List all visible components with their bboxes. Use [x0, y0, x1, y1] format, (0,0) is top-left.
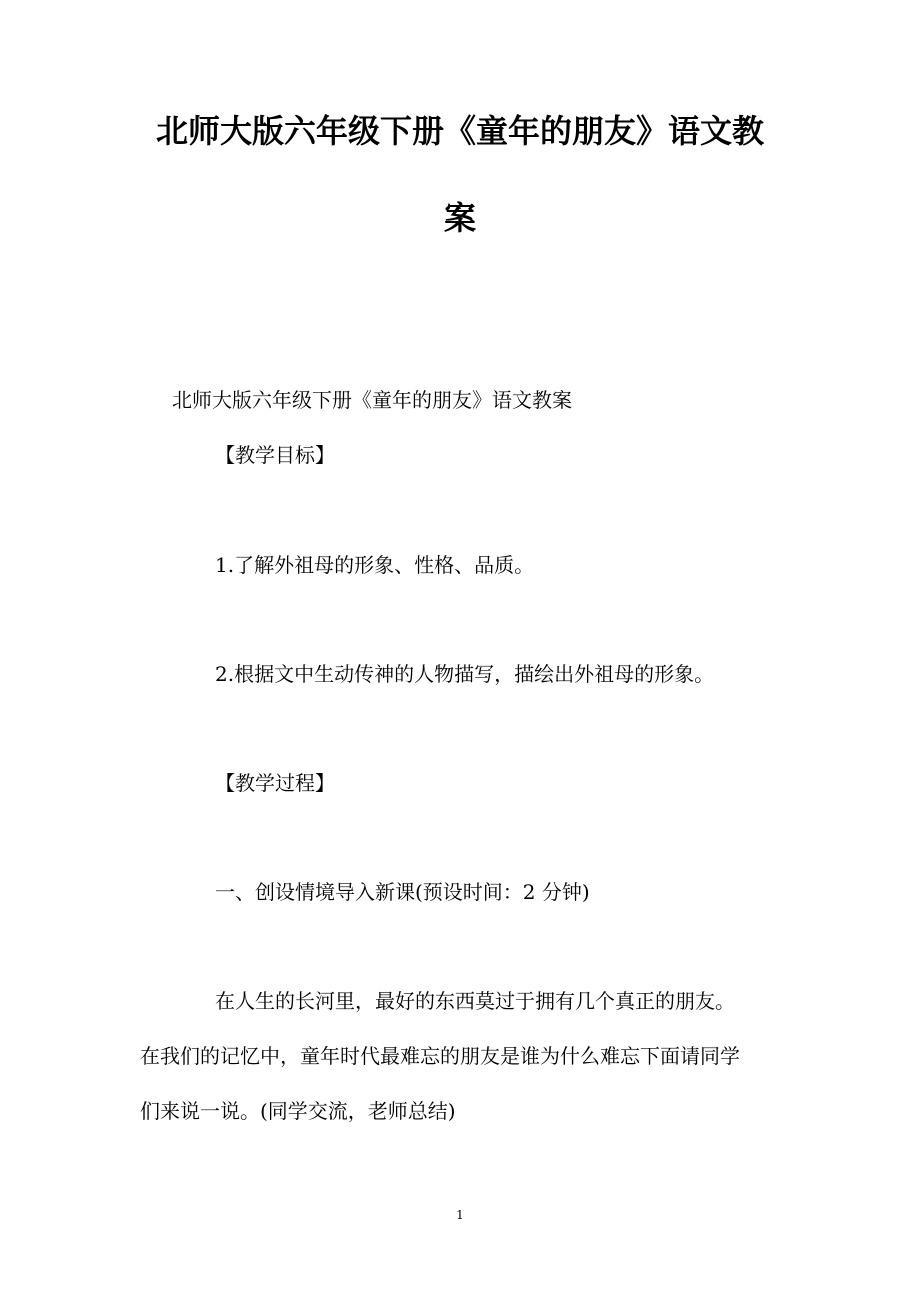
paragraph-line-1: 在人生的长河里，最好的东西莫过于拥有几个真正的朋友。 [215, 989, 735, 1013]
document-title-line-1: 北师大版六年级下册《童年的朋友》语文教 [155, 112, 764, 150]
document-title-line-2: 案 [443, 199, 476, 237]
section-heading-process: 【教学过程】 [215, 771, 335, 795]
step-1-heading: 一、创设情境导入新课(预设时间：2 分钟) [215, 880, 590, 904]
section-heading-goals: 【教学目标】 [215, 443, 335, 467]
paragraph-line-3: 们来说一说。(同学交流，老师总结) [140, 1099, 456, 1123]
paragraph-line-2: 在我们的记忆中，童年时代最难忘的朋友是谁为什么难忘下面请同学 [140, 1044, 740, 1068]
document-subtitle: 北师大版六年级下册《童年的朋友》语文教案 [172, 388, 572, 412]
goal-item-1: 1.了解外祖母的形象、性格、品质。 [215, 553, 535, 577]
page-number: 1 [456, 1208, 464, 1222]
goal-item-2: 2.根据文中生动传神的人物描写，描绘出外祖母的形象。 [215, 662, 715, 686]
